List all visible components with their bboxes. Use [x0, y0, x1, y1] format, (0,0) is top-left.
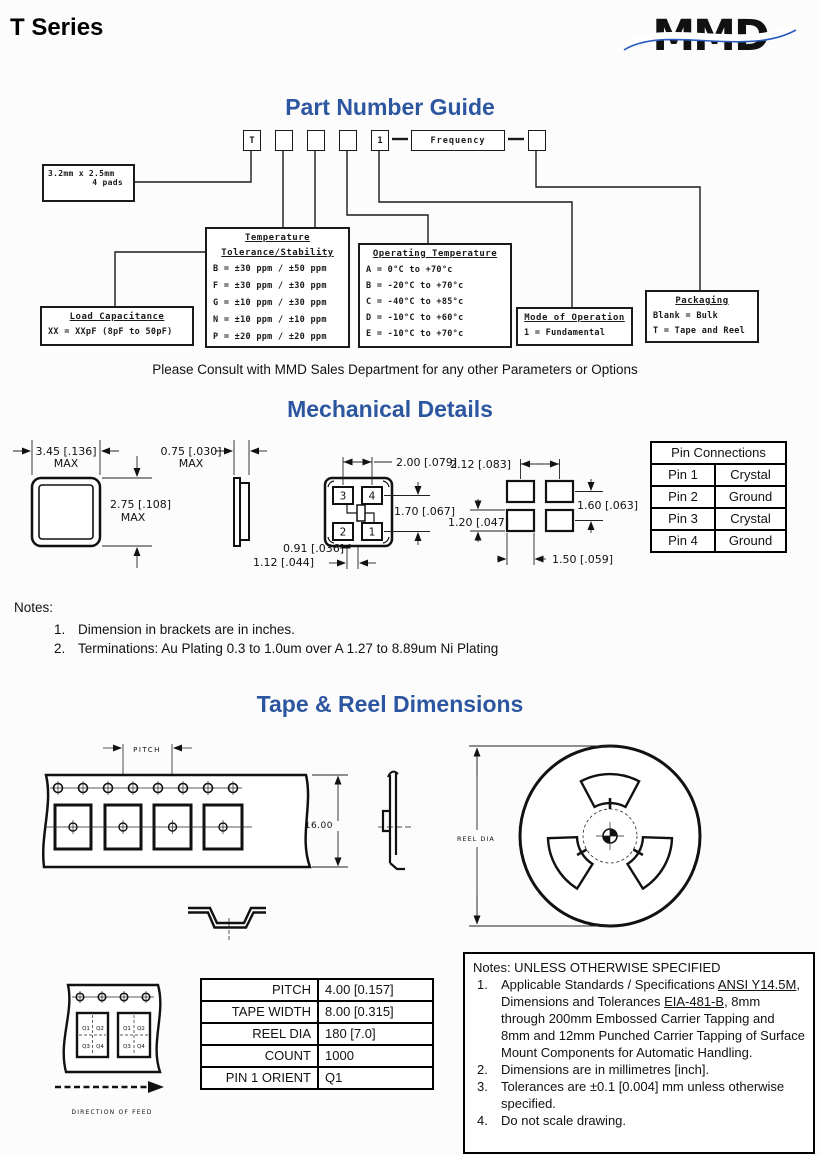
pn-box-op-temp — [339, 130, 357, 151]
note-item: 3. Tolerances are ±0.1 [0.004] mm unless otherwise specified. — [477, 1079, 785, 1111]
pad-1-label: 1 — [368, 526, 376, 539]
tr-note-1: Applicable Standards / Specifications ANSI Y14.5M, Dimensions and Tolerances EIA-481-B, 8mm through 200mm Embossed Carrier Tapping and 8mm and 12mm Punched Carrier Tapping of Surface Mount Components for Automatic Handling. — [501, 977, 805, 1060]
quadrant-label: Q2 — [137, 1026, 145, 1032]
pn-box-series: T — [243, 130, 261, 151]
note-item: 1. Dimension in brackets are in inches. — [54, 622, 295, 637]
quadrant-label: Q4 — [137, 1044, 145, 1050]
crystal-symbol — [357, 505, 365, 521]
pn-box-packaging — [528, 130, 546, 151]
table-row: PIN 1 ORIENT Q1 — [202, 1066, 432, 1088]
pad-2-label: 2 — [339, 526, 347, 539]
pocket-cross-section — [188, 908, 266, 941]
table-row: TAPE WIDTH 8.00 [0.315] — [202, 1000, 432, 1022]
tape-reel-notes-box — [463, 952, 815, 1154]
load-capacitance-box: Load Capacitance XX = XXpF (8pF to 50pF) — [40, 306, 194, 346]
dim-pad-pitch-y: 1.70 [.067] — [394, 505, 456, 518]
pin-connections-table — [650, 441, 787, 553]
table-row: Pin 1 Crystal — [652, 463, 785, 485]
mmd-logo-text: MMD — [652, 11, 768, 61]
pin-table-header: Pin Connections — [671, 445, 766, 460]
pad-3-label: 3 — [339, 490, 347, 503]
pitch-label: PITCH — [133, 746, 161, 754]
reel-dia-label: REEL DIA — [457, 835, 495, 843]
quadrant-label: Q3 — [123, 1044, 131, 1050]
land-pattern-view — [448, 458, 638, 566]
table-row: Pin 2 Ground — [652, 485, 785, 507]
mode-of-operation-box: Mode of Operation 1 = Fundamental — [516, 307, 633, 346]
quadrant-tape-segment — [64, 985, 161, 1072]
pn-box-tolerance — [307, 130, 325, 151]
operating-temperature-box: Operating Temperature A = 0°C to +70°c B = -20°C to +70°c C = -40°C to +85°c D = -10°C to +60°c E = -10°C to +70°c — [358, 243, 512, 348]
tape-width-value: 16.00 — [304, 821, 333, 831]
note-item: 2. Dimensions are in millimetres [inch]. — [477, 1062, 710, 1077]
dim-land-width: 1.50 [.059] — [552, 553, 614, 566]
consult-note: Please Consult with MMD Sales Department for any other Parameters or Options — [152, 362, 638, 377]
table-row: REEL DIA 180 [7.0] — [202, 1022, 432, 1044]
dim-pad-edge: 0.91 [.036] — [283, 542, 345, 555]
pn-box-load-cap — [275, 130, 293, 151]
dim-body-width: 3.45 [.136] — [35, 445, 97, 458]
eia-standard-ref: EIA-481-B — [664, 994, 725, 1009]
dim-body-height: 2.75 [.108] — [110, 498, 172, 511]
dim-land-height: 1.20 [.047] — [448, 516, 510, 529]
dim-pad-pitch-x: 2.00 [.079] — [396, 456, 458, 469]
table-row: Pin 4 Ground — [652, 529, 785, 551]
mmd-logo — [630, 6, 790, 60]
package-top-view — [13, 440, 171, 568]
note-item: 2. Terminations: Au Plating 0.3 to 1.0um over A 1.27 to 8.89um Ni Plating — [54, 641, 499, 656]
pad-4-label: 4 — [368, 490, 376, 503]
tape-reel-spec-table — [200, 978, 434, 1090]
part-number-guide-title: Part Number Guide — [285, 94, 495, 120]
size-callout-box: 3.2mm x 2.5mm 4 pads — [42, 164, 135, 202]
note-item: 4. Do not scale drawing. — [477, 1113, 627, 1128]
dim-max-3: MAX — [178, 457, 204, 470]
tape-side-profile — [378, 772, 412, 869]
dim-side-thickness: 0.75 [.030] — [160, 445, 222, 458]
pn-box-mode: 1 — [371, 130, 389, 151]
dim-land-pitch-x: 2.12 [.083] — [450, 458, 512, 471]
direction-of-feed — [55, 1081, 164, 1116]
tape-width-dimension — [305, 775, 348, 867]
pn-box-frequency: Frequency — [411, 130, 505, 151]
tape-reel-title: Tape & Reel Dimensions — [256, 691, 524, 717]
quadrant-label: Q2 — [96, 1026, 104, 1032]
carrier-tape-view — [43, 775, 310, 867]
reel-drawing — [455, 735, 785, 935]
notes-list — [46, 620, 526, 658]
table-row: PITCH 4.00 [0.157] — [202, 980, 432, 1000]
direction-of-feed-label: DIRECTION OF FEED — [71, 1109, 153, 1116]
packaging-box: Packaging Blank = Bulk T = Tape and Reel — [645, 290, 759, 343]
package-side-view — [160, 440, 267, 546]
tr-notes-title: Notes: UNLESS OTHERWISE SPECIFIED — [473, 960, 721, 975]
mechanical-details-title: Mechanical Details — [287, 396, 493, 422]
note-item: 1. Applicable Standards / Specifications ANSI Y14.5M, Dimensions and Tolerances EIA-481-B, 8mm through 200mm Embossed Carrier Tapping and 8mm and 12mm Punched Carrier Tapping of Surface Mount Components for Automatic Handling. — [477, 977, 805, 1060]
dim-max-2: MAX — [120, 511, 146, 524]
table-row: COUNT 1000 — [202, 1044, 432, 1066]
package-bottom-view — [253, 456, 457, 569]
quadrant-label: Q1 — [82, 1026, 90, 1032]
tape-drawings — [0, 735, 460, 1156]
quadrant-label: Q1 — [123, 1026, 131, 1032]
feed-arrowhead — [148, 1081, 164, 1093]
page-title: T Series — [10, 14, 104, 41]
dim-pad-center: 1.12 [.044] — [253, 556, 315, 569]
temperature-tolerance-box: Temperature Tolerance/Stability B = ±30 ppm / ±50 ppm F = ±30 ppm / ±30 ppm G = ±10 ppm / ±30 ppm N = ±10 ppm / ±10 ppm P = ±20 ppm / ±20 ppm — [205, 227, 350, 348]
quadrant-label: Q4 — [96, 1044, 104, 1050]
dim-max-1: MAX — [53, 457, 79, 470]
table-row: Pin 3 Crystal — [652, 507, 785, 529]
ansi-standard-ref: ANSI Y14.5M — [717, 977, 797, 992]
dim-land-pitch-y: 1.60 [.063] — [577, 499, 639, 512]
notes-label: Notes: — [14, 600, 54, 615]
quadrant-label: Q3 — [82, 1044, 90, 1050]
